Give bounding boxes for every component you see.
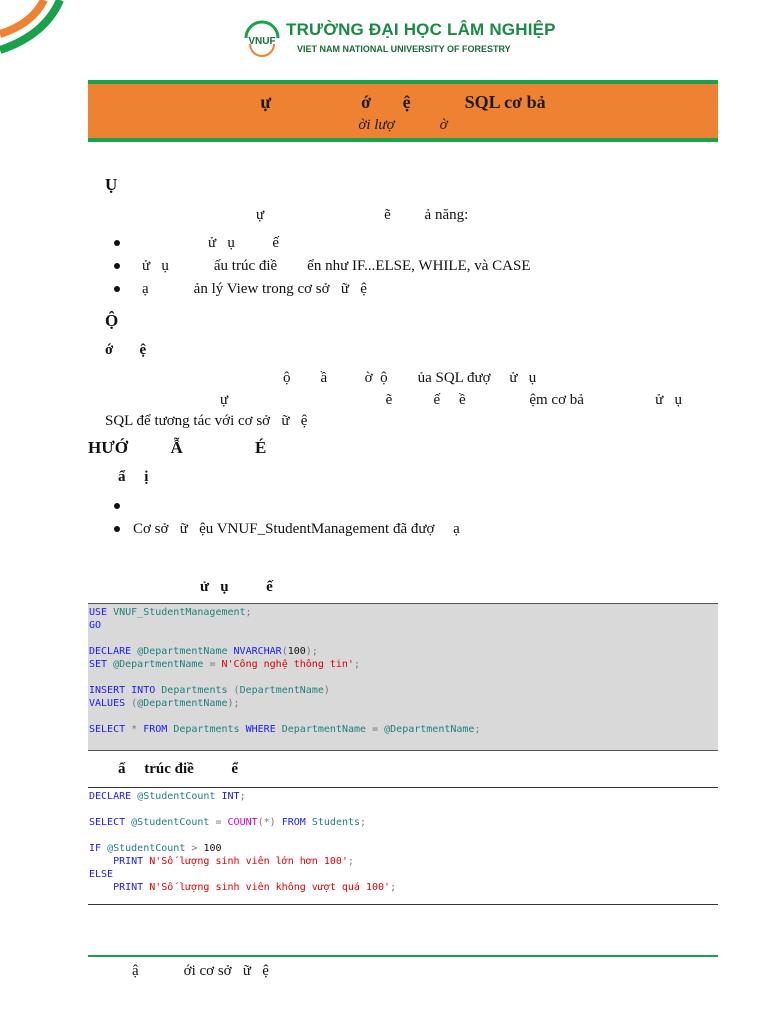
code-line-blank (89, 710, 718, 723)
content-paragraph-line: ự ẽ ế ề ệm cơ bả ử ụ (220, 392, 683, 408)
code-line (89, 790, 718, 803)
code-block-control-flow (88, 787, 718, 905)
bullet (114, 503, 120, 509)
code-line (89, 645, 718, 658)
code-token: VALUES (89, 698, 126, 709)
code-token: SELECT (89, 817, 126, 828)
code-token: Students (311, 817, 361, 828)
footer-text: ậ ới cơ sở ữ ệ (132, 963, 269, 979)
code-token: Departments (161, 685, 228, 696)
code-token: @StudentCount (107, 843, 186, 854)
code-token: N'Số lượng sinh viên không vượt quá 100' (149, 882, 391, 893)
objective-item: ử ụ ế (208, 235, 280, 251)
code-line (89, 723, 718, 736)
code-token: ; (390, 882, 397, 893)
code-line (89, 619, 718, 632)
code-token: = (215, 817, 222, 828)
code-line (89, 868, 718, 881)
code-token: ( (281, 646, 288, 657)
code-token: GO (89, 620, 102, 631)
code-token: @StudentCount (131, 817, 210, 828)
code-token: FROM (281, 817, 306, 828)
code-token: DepartmentName (239, 685, 324, 696)
banner-subtitle: ời lượ ờ (358, 117, 448, 133)
bullet (114, 240, 120, 246)
code-line-blank (89, 632, 718, 645)
code-line (89, 842, 718, 855)
code-token: ; (360, 817, 367, 828)
bullet (114, 526, 120, 532)
title-banner (88, 80, 718, 142)
university-name-en: VIET NAM NATIONAL UNIVERSITY OF FORESTRY (297, 44, 511, 54)
banner-title: ự ớ ệ SQL cơ bả (260, 92, 546, 112)
code-token: ); (305, 646, 318, 657)
code-token: WHERE (245, 724, 276, 735)
section-heading-content: Ộ (105, 311, 119, 330)
code-token: PRINT (113, 856, 144, 867)
code-token: INTO (131, 685, 156, 696)
code-token: DepartmentName (281, 724, 367, 735)
code-token: 100 (287, 646, 306, 657)
code-token: USE (89, 607, 108, 618)
code-token: Departments (173, 724, 240, 735)
code-token: N'Công nghệ thông tin' (221, 659, 354, 670)
code-token: @StudentCount (137, 791, 216, 802)
university-logo (240, 18, 560, 62)
code-token: > (191, 843, 198, 854)
code-line-blank (89, 829, 718, 842)
code-token: COUNT (227, 817, 258, 828)
code-line (89, 881, 718, 894)
code-token: NVARCHAR (233, 646, 282, 657)
code-token: ( (131, 698, 138, 709)
code-token: PRINT (113, 882, 144, 893)
code-heading-variables: ử ụ ế (200, 579, 273, 595)
code-token: ; (245, 607, 252, 618)
code-token: VNUF_StudentManagement (113, 607, 246, 618)
code-token: N'Số lượng sinh viên lớn hơn 100' (149, 856, 348, 867)
code-line-blank (89, 803, 718, 816)
code-token: DECLARE (89, 791, 132, 802)
code-token: DECLARE (89, 646, 132, 657)
section-heading-objectives: Ụ (105, 175, 118, 194)
code-token: ( (233, 685, 240, 696)
code-token: 100 (203, 843, 222, 854)
code-line-blank (89, 671, 718, 684)
prep-item: Cơ sở ữ ệu VNUF_StudentManagement đã đượ ạ (133, 521, 460, 537)
code-block-variables (88, 603, 718, 751)
content-subheading: ớ ệ (105, 342, 147, 358)
code-token: @DepartmentName (137, 698, 228, 709)
code-line (89, 697, 718, 710)
logo-abbr: VNUF (248, 36, 276, 47)
guide-subheading: ẩ ị (118, 469, 149, 485)
code-token: (*) (257, 817, 276, 828)
code-token: ; (474, 724, 481, 735)
code-token: = (209, 659, 216, 670)
corner-decoration (0, 0, 70, 60)
code-token: ; (239, 791, 246, 802)
content-paragraph-line: SQL để tương tác với cơ sở ữ ệ (105, 413, 308, 429)
code-token: SELECT (89, 724, 126, 735)
code-token: ); (227, 698, 240, 709)
code-line (89, 658, 718, 671)
code-line (89, 684, 718, 697)
code-token: INSERT (89, 685, 126, 696)
code-token: ; (353, 659, 360, 670)
section-heading-guide: HƯỚ Ẫ É (88, 438, 267, 457)
code-token: FROM (143, 724, 168, 735)
code-token: IF (89, 843, 102, 854)
code-line (89, 855, 718, 868)
code-heading-control-flow: ấ trúc điề ể (118, 761, 238, 777)
code-token: ELSE (89, 869, 114, 880)
code-token: INT (221, 791, 240, 802)
code-line (89, 606, 718, 619)
code-token: ) (323, 685, 330, 696)
university-name: TRƯỜNG ĐẠI HỌC LÂM NGHIỆP (286, 20, 556, 39)
footer-divider (88, 955, 718, 957)
code-token: @DepartmentName (113, 659, 204, 670)
code-token: @DepartmentName (384, 724, 475, 735)
code-token: * (131, 724, 138, 735)
objective-item: ử ụ ấu trúc điề ển như IF...ELSE, WHILE, và CASE (142, 258, 531, 274)
content-paragraph-line: ộ ầ ờ ộ ủa SQL đượ ử ụ (283, 370, 537, 386)
bullet (114, 286, 120, 292)
objectives-intro: ự ẽ ả năng: (256, 207, 469, 223)
code-token: SET (89, 659, 108, 670)
objective-item: ạ ản lý View trong cơ sở ữ ệ (142, 281, 367, 297)
code-line (89, 816, 718, 829)
code-token: ; (347, 856, 354, 867)
vnuf-emblem-icon (240, 18, 284, 62)
code-token: = (372, 724, 379, 735)
code-token: @DepartmentName (137, 646, 228, 657)
bullet (114, 263, 120, 269)
